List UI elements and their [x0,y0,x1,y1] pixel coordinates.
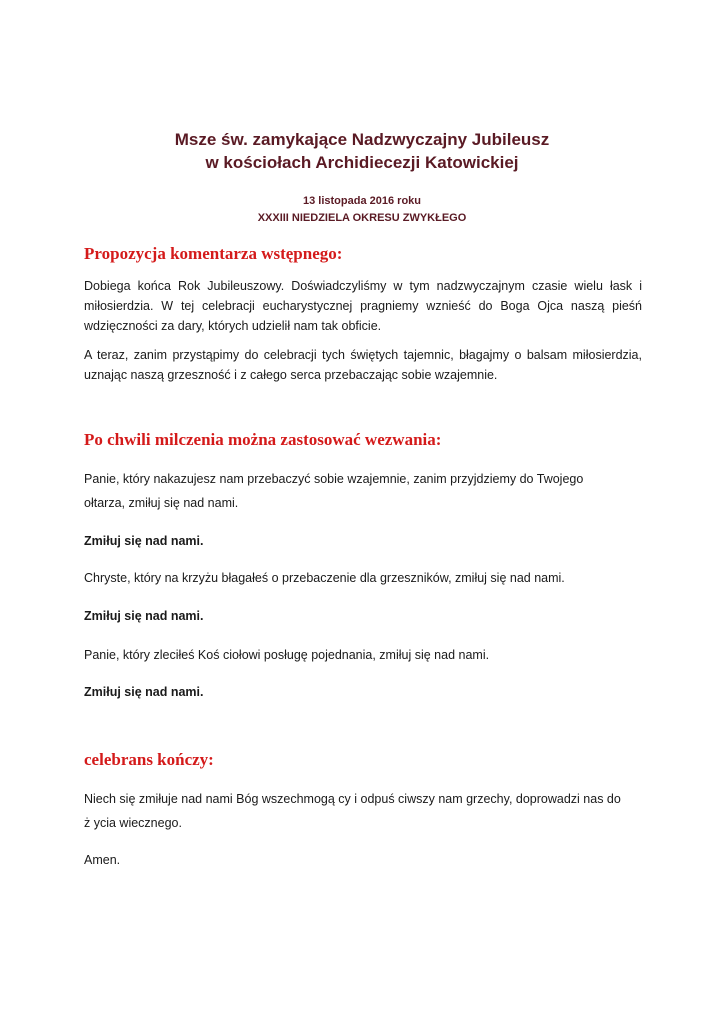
date-line: 13 listopada 2016 roku [303,195,421,207]
response-1: Zmiłuj się nad nami. [84,534,204,548]
invocation-1-line-1: Panie, który nakazujesz nam przebaczyć sobie wzajemnie, zanim przyjdziemy do Twojego [84,472,584,486]
amen: Amen. [84,853,121,867]
title-line-2: w kościołach Archidiecezji Katowickiej [205,153,519,172]
invocation-1-line-2: ołtarza, zmiłuj się nad nami. [84,496,239,510]
invocation-2: Chryste, który na krzyżu błagałeś o przebaczenie dla grzeszników, zmiłuj się nad nami. [84,571,565,585]
heading-invocations: Po chwili milczenia można zastosować wezwania: [84,430,442,449]
closing-line-1: Niech się zmiłuje nad nami Bóg wszechmogą cy i odpuś ciwszy nam grzechy, doprowadzi nas do [84,792,621,806]
invocation-3: Panie, który zleciłeś Koś ciołowi posługę pojednania, zmiłuj się nad nami. [84,648,490,662]
heading-commentary: Propozycja komentarza wstępnego: [84,244,343,263]
response-2: Zmiłuj się nad nami. [84,609,204,623]
commentary-paragraph-2: A teraz, zanim przystąpimy do celebracji tych świętych tajemnic, błagajmy o balsam miłosierdzia, uznając naszą grzeszność i z całego serca przebaczając sobie wzajemnie. [84,348,642,382]
commentary-paragraph-1: Dobiega końca Rok Jubileuszowy. Doświadczyliśmy w tym nadzwyczajnym czasie wielu łask i miłosierdzia. W tej celebracji eucharystycznej pragniemy wznieść do Boga Ojca naszą pieśń wdzięczności za dary, których udzielił nam tak obficie. [84,279,642,333]
response-3: Zmiłuj się nad nami. [84,685,204,699]
sunday-line: XXXIII NIEDZIELA OKRESU ZWYKŁEGO [257,212,467,224]
closing-line-2: ż ycia wiecznego. [84,816,182,830]
heading-celebrant: celebrans kończy: [84,750,214,769]
title-line-1: Msze św. zamykające Nadzwyczajny Jubileusz [174,130,550,149]
